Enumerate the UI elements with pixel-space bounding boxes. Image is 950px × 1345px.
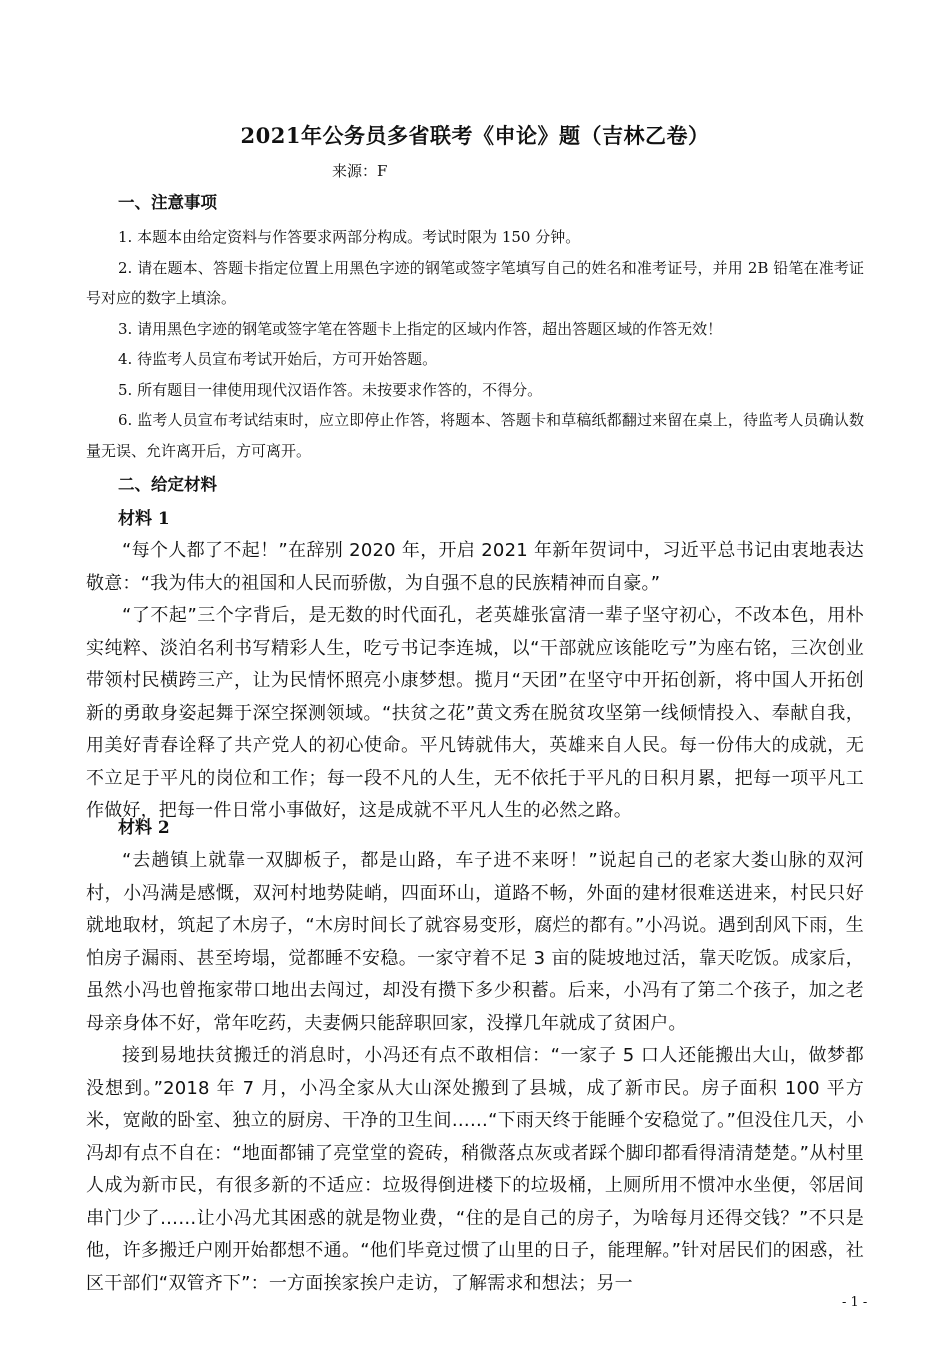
materials-heading: 二、给定材料 <box>118 475 217 494</box>
material-2 <box>86 814 864 842</box>
material-2-body <box>86 845 864 1300</box>
notice-item: 3. 请用黑色字迹的钢笔或签字笔在答题卡上指定的区域内作答，超出答题区域的作答无效！ <box>118 319 723 338</box>
material-1-title: 材料 1 <box>118 509 170 529</box>
notice-section <box>86 191 864 215</box>
material-1-paragraph: “每个人都了不起！”在辞别 2020 年，开启 2021 年新年贺词中，习近平总书记由衷地表达敬意：“我为伟大的祖国和人民而骄傲，为自强不息的民族精神而自豪。” <box>86 540 864 594</box>
materials-section <box>86 472 864 498</box>
material-1 <box>86 505 864 533</box>
notice-heading: 一、注意事项 <box>118 193 217 212</box>
notice-item: 2. 请在题本、答题卡指定位置上用黑色字迹的钢笔或签字笔填写自己的姓名和准考证号，并用 2B 铅笔在准考证号对应的数字上填涂。 <box>86 258 864 307</box>
material-1-paragraph: “了不起”三个字背后，是无数的时代面孔，老英雄张富清一辈子坚守初心，不改本色，用朴实纯粹、淡泊名利书写精彩人生，吃亏书记李连城，以“干部就应该能吃亏”为座右铭，三次创业带领村民横跨三产，让为民情怀照亮小康梦想。揽月“天团”在坚守中开拓创新，将中国人开拓创新的勇敢身姿起舞于深空探测领域。“扶贫之花”黄文秀在脱贫攻坚第一线倾情投入、奉献自我，用美好青春诠释了共产党人的初心使命。平凡铸就伟大，英雄来自人民。每一份伟大的成就，无不立足于平凡的岗位和工作；每一段不凡的人生，无不依托于平凡的日积月累，把每一项平凡工作做好，把每一件日常小事做好，这是成就不平凡人生的必然之路。 <box>86 605 864 821</box>
document-source: 来源：F <box>332 162 388 180</box>
material-2-paragraph: 接到易地扶贫搬迁的消息时，小冯还有点不敢相信：“一家子 5 口人还能搬出大山，做梦都没想到。”2018 年 7 月，小冯全家从大山深处搬到了县城，成了新市民。房子面积 100 平方米，宽敞的卧室、独立的厨房、干净的卫生间……“下雨天终于能睡个安稳觉了。”但没住几天，小冯却有点不自在：“地面都铺了亮堂堂的瓷砖，稍微落点灰或者踩个脚印都看得清清楚楚。”从村里人成为新市民，有很多新的不适应：垃圾得倒进楼下的垃圾桶，上厕所用不惯冲水坐便，邻居间串门少了……让小冯尤其困惑的就是物业费，“住的是自己的房子，为啥每月还得交钱？”不只是他，许多搬迁户刚开始都想不通。“他们毕竟过惯了山里的日子，能理解。”针对居民们的困惑，社区干部们“双管齐下”：一方面挨家挨户走访，了解需求和想法；另一 <box>86 1045 864 1294</box>
material-1-body <box>86 535 864 828</box>
notice-item: 5. 所有题目一律使用现代汉语作答。未按要求作答的，不得分。 <box>118 380 543 399</box>
notice-item: 6. 监考人员宣布考试结束时，应立即停止作答，将题本、答题卡和草稿纸都翻过来留在桌上，待监考人员确认数量无误、允许离开后，方可离开。 <box>86 411 864 460</box>
page-number: - 1 - <box>842 1295 868 1310</box>
notice-item: 1. 本题本由给定资料与作答要求两部分构成。考试时限为 150 分钟。 <box>118 228 581 246</box>
notice-item: 4. 待监考人员宣布考试开始后，方可开始答题。 <box>118 350 438 368</box>
material-2-title: 材料 2 <box>118 818 170 838</box>
document-title: 2021年公务员多省联考《申论》题（吉林乙卷） <box>240 123 710 148</box>
material-2-paragraph: “去趟镇上就靠一双脚板子，都是山路，车子进不来呀！”说起自己的老家大娄山脉的双河村，小冯满是感慨，双河村地势陡峭，四面环山，道路不畅，外面的建材很难送进来，村民只好就地取材，筑起了木房子，“木房时间长了就容易变形，腐烂的都有。”小冯说。遇到刮风下雨，生怕房子漏雨、甚至垮塌，觉都睡不安稳。一家守着不足 3 亩的陡坡地过活，靠天吃饭。成家后，虽然小冯也曾拖家带口地出去闯过，却没有攒下多少积蓄。后来，小冯有了第二个孩子，加之老母亲身体不好，常年吃药，夫妻俩只能辞职回家，没撑几年就成了贫困户。 <box>86 850 864 1034</box>
notice-list <box>86 222 864 466</box>
